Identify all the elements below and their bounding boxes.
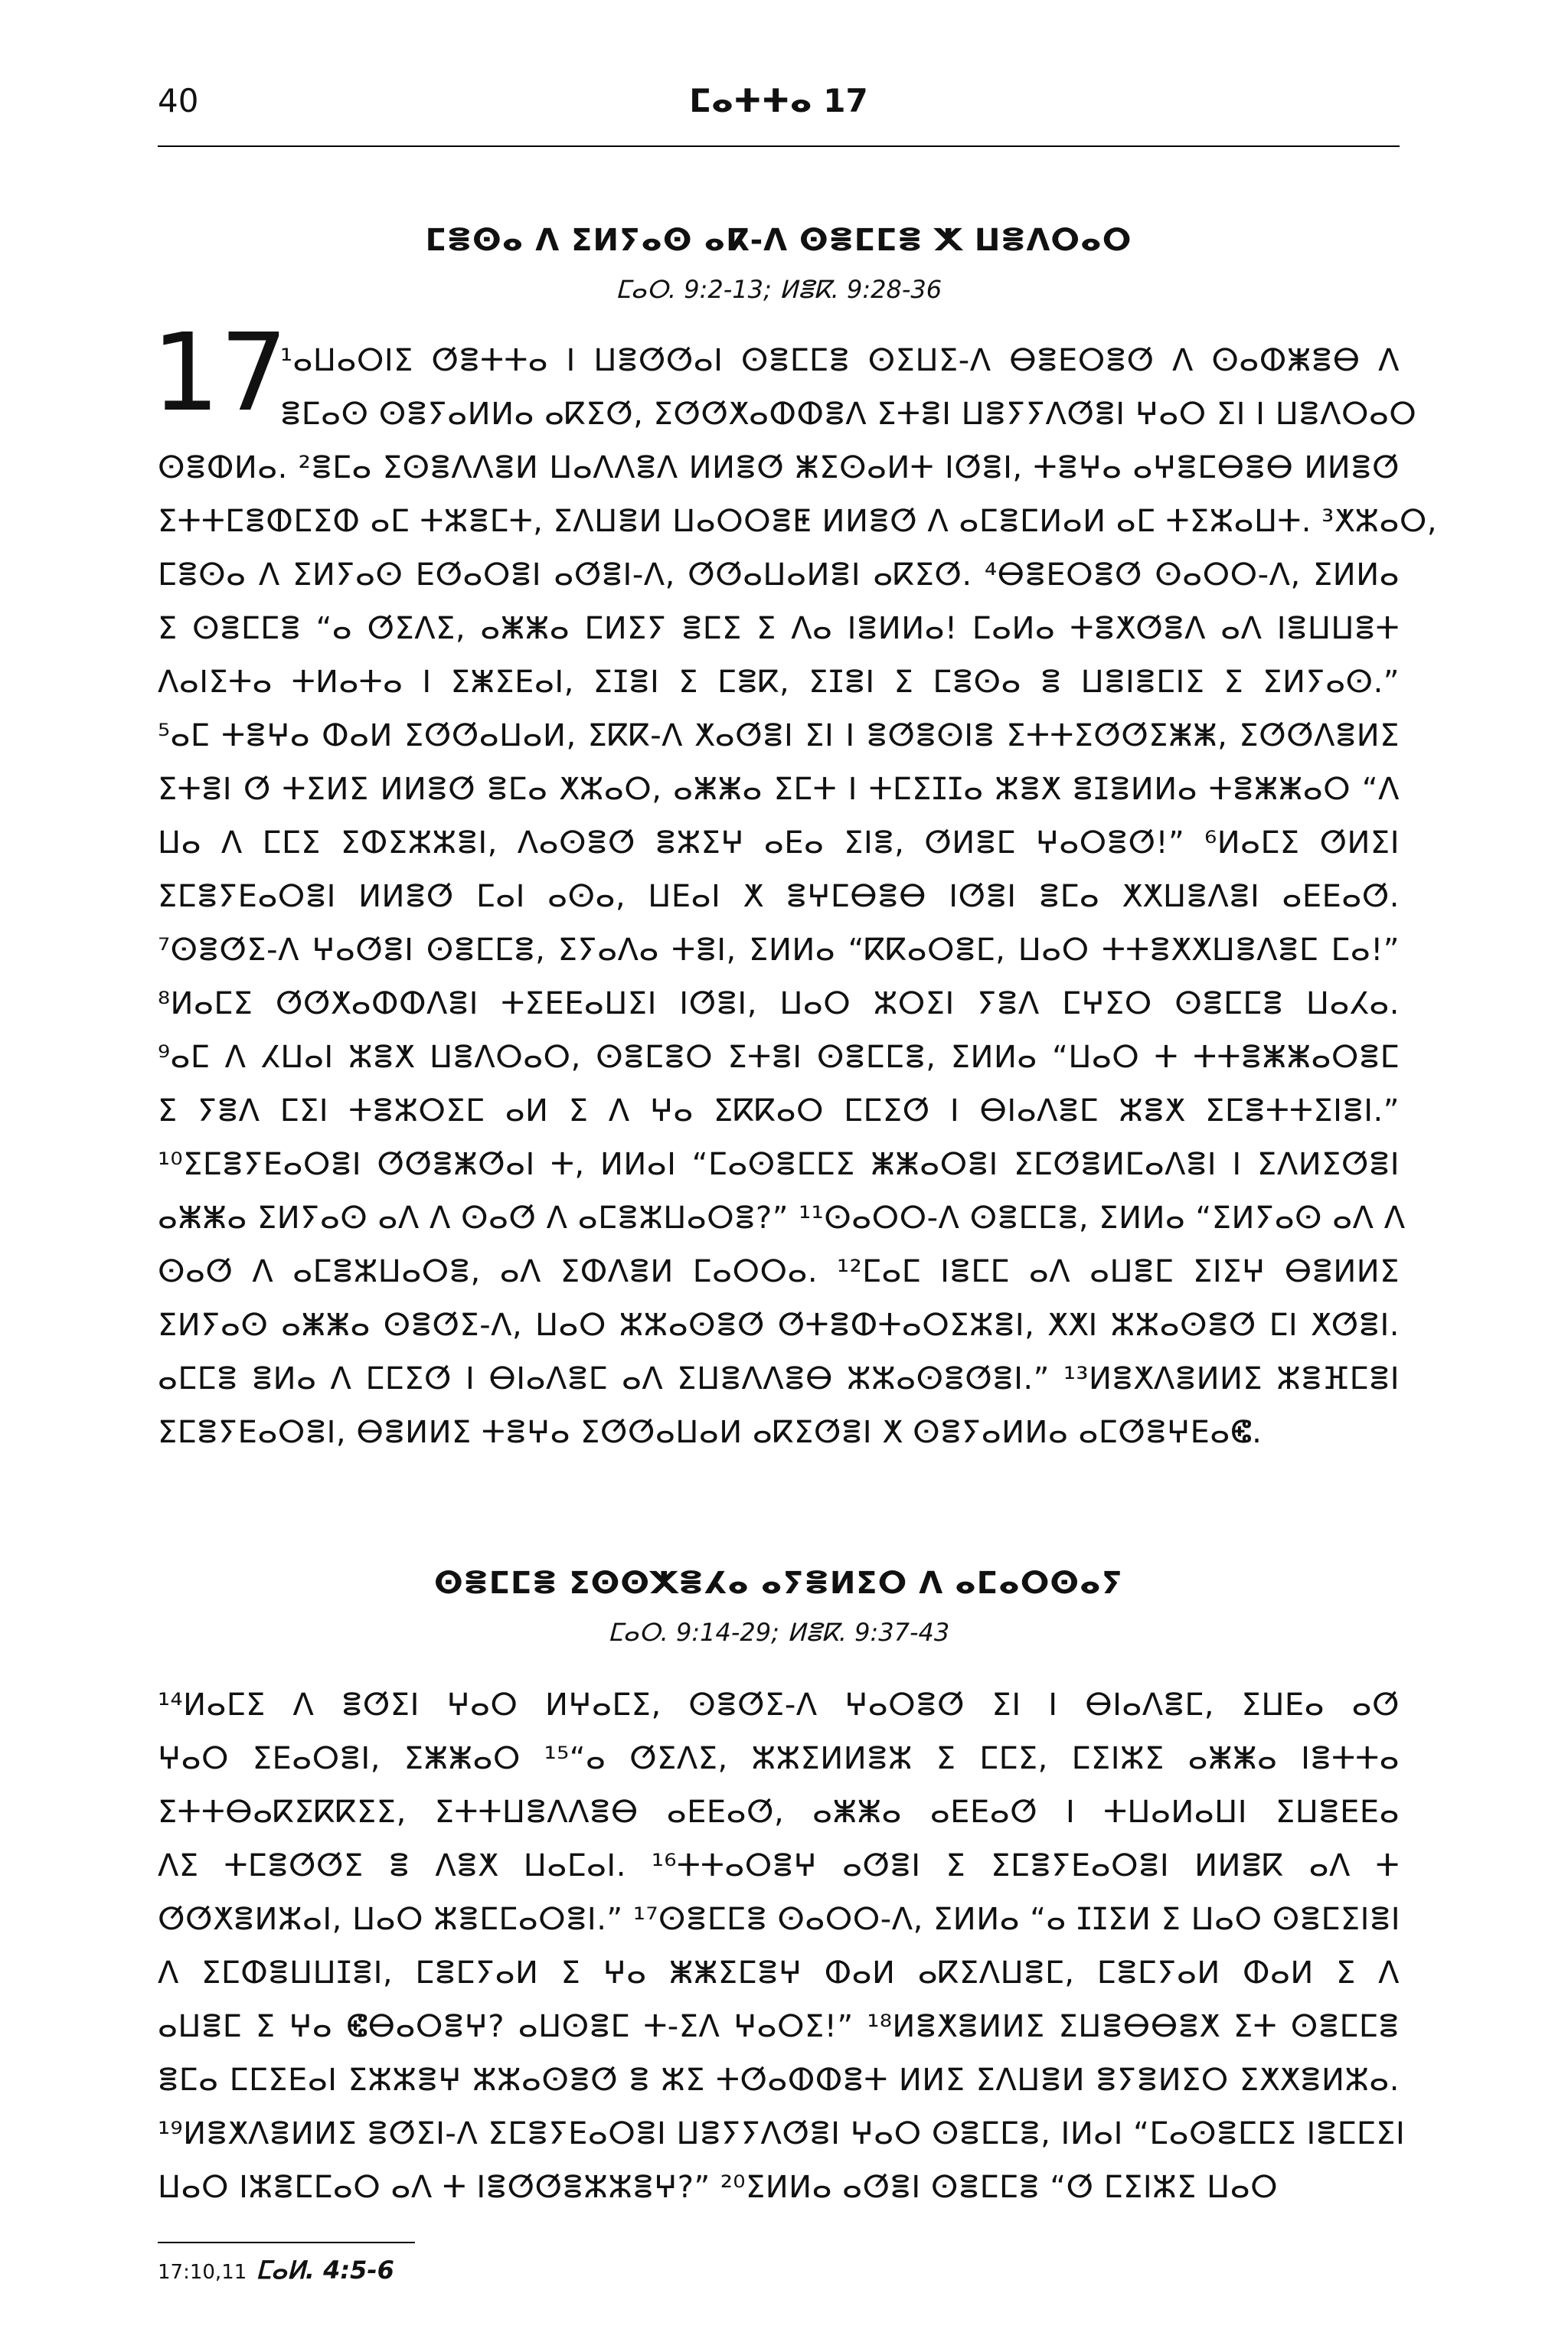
text-line: ¹⁹ⵍⴻⵅⴷⴻⵍⵍⵉ ⴻⵚⵉⵏ-ⴷ ⵉⵎⴻⵢⴹⴰⵔⴻⵏ ⵡⴻⵢⵢⴷⵚⴻⵏ ⵖⴰⵔ ⵙⴻⵎⵎⴻ, ⵏⵍⴰⵏ “ⵎⴰⵙⴻⵎⵎⵉ ⵏⴻⵎⵎⵉⵏ (158, 2116, 1406, 2151)
text-line: ⵖⴰⵔ ⵉⴹⴰⵔⴻⵏ, ⵉⵥⵥⴰⵔ ¹⁵“ⴰ ⵚⵉⴷⵉ, ⵣⵣⵉⵍⵍⴻⵣ ⵉ ⵎⵎⵉ, ⵎⵉⵏⵣⵉ ⴰⵥⵥⴰ ⵏⴻⵜⵜⴰ (158, 1741, 1400, 1776)
text-line: ⵚⵚⵅⴻⵍⵣⴰⵏ, ⵡⴰⵔ ⵣⴻⵎⵎⴰⵔⴻⵏ.” ¹⁷ⵙⴻⵎⵎⴻ ⵙⴰⵔⵔ-ⴷ, ⵉⵍⵍⴰ “ⴰ ⵊⵊⵉⵍ ⵉ ⵡⴰⵔ ⵙⴻⵎⵉⵏⴻⵏ (158, 1902, 1401, 1937)
text-line: ⴰⵥⵥⴰ ⵉⵍⵢⴰⵙ ⴰⴷ ⴷ ⵙⴰⵚ ⴷ ⴰⵎⴻⵣⵡⴰⵔⴻ?” ¹¹ⵙⴰⵔⵔ-ⴷ ⵙⴻⵎⵎⴻ, ⵉⵍⵍⴰ “ⵉⵍⵢⴰⵙ ⴰⴷ ⴷ (158, 1200, 1406, 1236)
text-line: ⴻⵎⴰⵙ ⵙⴻⵢⴰⵍⵍⴰ ⴰⴽⵉⵚ, ⵉⵚⵚⵅⴰⵀⵀⴻⴷ ⵉⵜⴻⵏ ⵡⴻⵢⵢⴷⵚⴻⵏ ⵖⴰⵔ ⵉⵏ ⵏ ⵡⴻⴷⵔⴰⵔ (280, 397, 1417, 432)
text-line: ⴷⴰⵏⵉⵜⴰ ⵜⵍⴰⵜⴰ ⵏ ⵉⵥⵉⴹⴰⵏ, ⵉⵊⴻⵏ ⵉ ⵎⴻⴽ, ⵉⵊⴻⵏ ⵉ ⵎⴻⵙⴰ ⴻ ⵡⴻⵏⴻⵎⵏⵉ ⵉ ⵉⵍⵢⴰⵙ.” (158, 665, 1400, 700)
text-line: ⵉ ⵢⴻⴷ ⵎⵉⵏ ⵜⴻⵣⵔⵉⵎ ⴰⵍ ⵉ ⴷ ⵖⴰ ⵉⴽⴽⴰⵔ ⵎⵎⵉⵚ ⵏ ⴱⵏⴰⴷⴻⵎ ⵣⴻⵅ ⵉⵎⴻⵜⵜⵉⵏⴻⵏ.” (158, 1093, 1400, 1129)
text-line: ⴰⵡⴻⵎ ⵉ ⵖⴰ ⵞⴱⴰⵔⴻⵖ? ⴰⵡⵙⴻⵎ ⵜ-ⵉⴷ ⵖⴰⵔⵉ!” ¹⁸ⵍⴻⵅⴻⵍⵍⵉ ⵉⵡⴻⴱⴱⴻⵅ ⵉⵜ ⵙⴻⵎⵎⴻ (158, 2009, 1400, 2044)
page-number: 40 (158, 82, 199, 119)
text-line: ⴷ ⵉⵎⵀⴻⵡⵡⵊⴻⵏ, ⵎⴻⵎⵢⴰⵍ ⵉ ⵖⴰ ⵥⵥⵉⵎⴻⵖ ⵀⴰⵍ ⴰⴽⵉⴷⵡⴻⵎ, ⵎⴻⵎⵢⴰⵍ ⵀⴰⵍ ⵉ ⴷ (158, 1955, 1400, 1991)
text-line: ⵉⵜⵜⵎⴻⵀⵎⵉⵀ ⴰⵎ ⵜⵣⴻⵎⵜ, ⵉⴷⵡⴻⵍ ⵡⴰⵔⵔⴻⵟ ⵍⵍⴻⵚ ⴷ ⴰⵎⴻⵎⵍⴰⵍ ⴰⵎ ⵜⵉⵣⴰⵡⵜ. ³ⵅⵣⴰⵔ, (158, 504, 1438, 539)
text-line: ⵉ ⵙⴻⵎⵎⴻ “ⴰ ⵚⵉⴷⵉ, ⴰⵥⵥⴰ ⵎⵍⵉⵢ ⴻⵎⵉ ⵉ ⴷⴰ ⵏⴻⵍⵍⴰ! ⵎⴰⵍⴰ ⵜⴻⵅⵚⴻⴷ ⴰⴷ ⵏⴻⵡⵡⴻⵜ (158, 611, 1400, 646)
text-line: ⵉⵜⴻⵏ ⵚ ⵜⵉⵍⵉ ⵍⵍⴻⵚ ⴻⵎⴰ ⵅⵣⴰⵔ, ⴰⵥⵥⴰ ⵉⵎⵜ ⵏ ⵜⵎⵉⵊⵊⴰ ⵣⴻⵅ ⴻⵊⴻⵍⵍⴰ ⵜⴻⵥⵥⴰⵔ “ⴷ (158, 772, 1400, 807)
footnote-rule (158, 2242, 415, 2243)
text-line: ⵙⴻⵀⵍⴰ. ²ⴻⵎⴰ ⵉⵙⴻⴷⴷⴻⵍ ⵡⴰⴷⴷⴻⴷ ⵍⵍⴻⵚ ⵥⵉⵙⴰⵍⵜ ⵏⵚⴻⵏ, ⵜⴻⵖⴰ ⴰⵖⴻⵎⴱⴻⴱ ⵍⵍⴻⵚ (158, 450, 1400, 485)
section-heading: ⵙⴻⵎⵎⴻ ⵉⵙⵙⵅⴻⵃⴰ ⴰⵢⴻⵍⵉⵔ ⴷ ⴰⵎⴰⵔⵙⴰⵢ (433, 1566, 1124, 1601)
text-line: ⵡⴰ ⴷ ⵎⵎⵉ ⵉⵀⵉⵣⵣⴻⵏ, ⴷⴰⵙⴻⵚ ⴻⵣⵉⵖ ⴰⴹⴰ ⵉⵏⴻ, ⵚⵍⴻⵎ ⵖⴰⵔⴻⵚ!” ⁶ⵍⴰⵎⵉ ⵚⵍⵉⵏ (158, 825, 1400, 861)
text-line: ⵎⴻⵙⴰ ⴷ ⵉⵍⵢⴰⵙ ⴹⵚⴰⵔⴻⵏ ⴰⵚⴻⵏ-ⴷ, ⵚⵚⴰⵡⴰⵍⴻⵏ ⴰⴽⵉⵚ. ⁴ⴱⴻⴹⵔⴻⵚ ⵙⴰⵔⵔ-ⴷ, ⵉⵍⵍⴰ (158, 557, 1400, 593)
section-reference: ⵎⴰⵔ. 9:14-29; ⵍⴻⴽ. 9:37-43 (607, 1618, 950, 1647)
text-line: ⵙⴰⵚ ⴷ ⴰⵎⴻⵣⵡⴰⵔⴻ, ⴰⴷ ⵉⵀⴷⴻⵍ ⵎⴰⵔⵔⴰ. ¹²ⵎⴰⵎ ⵏⴻⵎⵎ ⴰⴷ ⴰⵡⴻⵎ ⵉⵏⵉⵖ ⴱⴻⵍⵍⵉ (158, 1254, 1400, 1289)
text-line: ⵉⵍⵢⴰⵙ ⴰⵥⵥⴰ ⵙⴻⵚⵉ-ⴷ, ⵡⴰⵔ ⵣⵣⴰⵙⴻⵚ ⵚⵜⴻⵀⵜⴰⵔⵉⵣⴻⵏ, ⵅⵅⵏ ⵣⵣⴰⵙⴻⵚ ⵎⵏ ⵅⵚⴻⵏ. (158, 1308, 1400, 1343)
footnote (158, 2251, 394, 2292)
text-line: ⁸ⵍⴰⵎⵉ ⵚⵚⵅⴰⵀⵀⴷⴻⵏ ⵜⵉⴹⴹⴰⵡⵉⵏ ⵏⵚⴻⵏ, ⵡⴰⵔ ⵣⵔⵉⵏ ⵢⴻⴷ ⵎⵖⵉⵔ ⵙⴻⵎⵎⴻ ⵡⴰⵃⴰ. (158, 986, 1400, 1021)
text-line: ⵉⵎⴻⵢⴹⴰⵔⴻⵏ, ⴱⴻⵍⵍⵉ ⵜⴻⵖⴰ ⵉⵚⵚⴰⵡⴰⵍ ⴰⴽⵉⵚⴻⵏ ⵅ ⵙⴻⵢⴰⵍⵍⴰ ⴰⵎⵚⴻⵖⴹⴰⵞ. (158, 1415, 1263, 1450)
section-heading: ⵎⴻⵙⴰ ⴷ ⵉⵍⵢⴰⵙ ⴰⴽ-ⴷ ⵙⴻⵎⵎⴻ ⵅ ⵡⴻⴷⵔⴰⵔ (425, 223, 1132, 258)
text-line: ¹⁰ⵉⵎⴻⵢⴹⴰⵔⴻⵏ ⵚⵚⴻⵥⵚⴰⵏ ⵜ, ⵍⵍⴰⵏ “ⵎⴰⵙⴻⵎⵎⵉ ⵥⵥⴰⵔⴻⵏ ⵉⵎⵚⴻⵍⵎⴰⴷⴻⵏ ⵏ ⵉⴷⵍⵉⵚⴻⵏ (158, 1147, 1400, 1182)
text-line: ⵡⴰⵔ ⵏⵣⴻⵎⵎⴰⵔ ⴰⴷ ⵜ ⵏⴻⵚⵚⴻⵣⵣⴻⵖ?” ²⁰ⵉⵍⵍⴰ ⴰⵚⴻⵏ ⵙⴻⵎⵎⴻ “ⵚ ⵎⵉⵏⵣⵉ ⵡⴰⵔ (158, 2170, 1279, 2205)
page (152, 0, 1438, 2352)
text-line: ⁷ⵙⴻⵚⵉ-ⴷ ⵖⴰⵚⴻⵏ ⵙⴻⵎⵎⴻ, ⵉⵢⴰⴷⴰ ⵜⴻⵏ, ⵉⵍⵍⴰ “ⴽⴽⴰⵔⴻⵎ, ⵡⴰⵔ ⵜⵜⴻⵅⵅⵡⴻⴷⴻⵎ ⵎⴰ!” (158, 933, 1400, 968)
text-line: ⴰⵎⵎⴻ ⴻⵍⴰ ⴷ ⵎⵎⵉⵚ ⵏ ⴱⵏⴰⴷⴻⵎ ⴰⴷ ⵉⵡⴻⴷⴷⴻⴱ ⵣⵣⴰⵙⴻⵚⴻⵏ.” ¹³ⵍⴻⵅⴷⴻⵍⵍⵉ ⵣⴻⴼⵎⴻⵏ (158, 1361, 1400, 1396)
text-line: ⵉⵎⴻⵢⴹⴰⵔⴻⵏ ⵍⵍⴻⵚ ⵎⴰⵏ ⴰⵙⴰ, ⵡⴹⴰⵏ ⵅ ⴻⵖⵎⴱⴻⴱ ⵏⵚⴻⵏ ⴻⵎⴰ ⵅⵅⵡⴻⴷⴻⵏ ⴰⴹⴹⴰⵚ. (158, 879, 1400, 914)
footnote-reference: ⵎⴰⵍ. 4:5-6 (256, 2256, 394, 2285)
footnote-label: 17:10,11 (158, 2261, 247, 2284)
text-line: ⵉⵜⵜⴱⴰⴽⵉⴽⴽⵉⵉ, ⵉⵜⵜⵡⴻⴷⴷⴻⴱ ⴰⴹⴹⴰⵚ, ⴰⵥⵥⴰ ⴰⴹⴹⴰⵚ ⵏ ⵜⵡⴰⵍⴰⵡⵏ ⵉⵡⴻⴹⴹⴰ (158, 1795, 1400, 1830)
text-line: ⁹ⴰⵎ ⴷ ⵃⵡⴰⵏ ⵣⴻⵅ ⵡⴻⴷⵔⴰⵔ, ⵙⴻⵎⴻⵔ ⵉⵜⴻⵏ ⵙⴻⵎⵎⴻ, ⵉⵍⵍⴰ “ⵡⴰⵔ ⵜ ⵜⵜⴻⵥⵥⴰⵔⴻⵎ (158, 1040, 1400, 1075)
text-line: ¹ⴰⵡⴰⵔⵏⵉ ⵚⴻⵜⵜⴰ ⵏ ⵡⴻⵚⵚⴰⵏ ⵙⴻⵎⵎⴻ ⵙⵉⵡⵉ-ⴷ ⴱⴻⴹⵔⴻⵚ ⴷ ⵙⴰⵀⵥⴻⴱ ⴷ (280, 343, 1400, 378)
text-line: ⴷⵉ ⵜⵎⴻⵚⵚⵉ ⴻ ⴷⴻⵅ ⵡⴰⵎⴰⵏ. ¹⁶ⵜⵜⴰⵔⴻⵖ ⴰⵚⴻⵏ ⵉ ⵉⵎⴻⵢⴹⴰⵔⴻⵏ ⵍⵍⴻⴽ ⴰⴷ ⵜ (158, 1848, 1400, 1883)
running-title: ⵎⴰⵜⵜⴰ 17 (689, 82, 868, 119)
chapter-number: 17 (152, 311, 289, 436)
text-line: ⁵ⴰⵎ ⵜⴻⵖⴰ ⵀⴰⵍ ⵉⵚⵚⴰⵡⴰⵍ, ⵉⴽⴽ-ⴷ ⵅⴰⵚⴻⵏ ⵉⵏ ⵏ ⴻⵚⴻⵙⵏⴻ ⵉⵜⵜⵉⵚⵚⵉⵥⵥ, ⵉⵚⵚⴷⴻⵍⵉ (158, 718, 1400, 753)
section-reference: ⵎⴰⵔ. 9:2-13; ⵍⴻⴽ. 9:28-36 (615, 275, 942, 304)
text-line: ⴻⵎⴰ ⵎⵎⵉⴹⴰⵏ ⵉⵣⵣⴻⵖ ⵣⵣⴰⵙⴻⵚ ⴻ ⵣⵉ ⵜⵚⴰⵀⵀⴻⵜ ⵍⵍⵉ ⵉⴷⵡⴻⵍ ⴻⵢⴻⵍⵉⵔ ⵉⵅⵅⴻⵍⵣⴰ. (158, 2063, 1400, 2098)
header-rule (158, 145, 1400, 147)
text-line: ¹⁴ⵍⴰⵎⵉ ⴷ ⴻⵚⵉⵏ ⵖⴰⵔ ⵍⵖⴰⵎⵉ, ⵙⴻⵚⵉ-ⴷ ⵖⴰⵔⴻⵚ ⵉⵏ ⵏ ⴱⵏⴰⴷⴻⵎ, ⵉⵡⴹⴰ ⴰⵚ (158, 1687, 1400, 1723)
running-header (158, 80, 1400, 122)
